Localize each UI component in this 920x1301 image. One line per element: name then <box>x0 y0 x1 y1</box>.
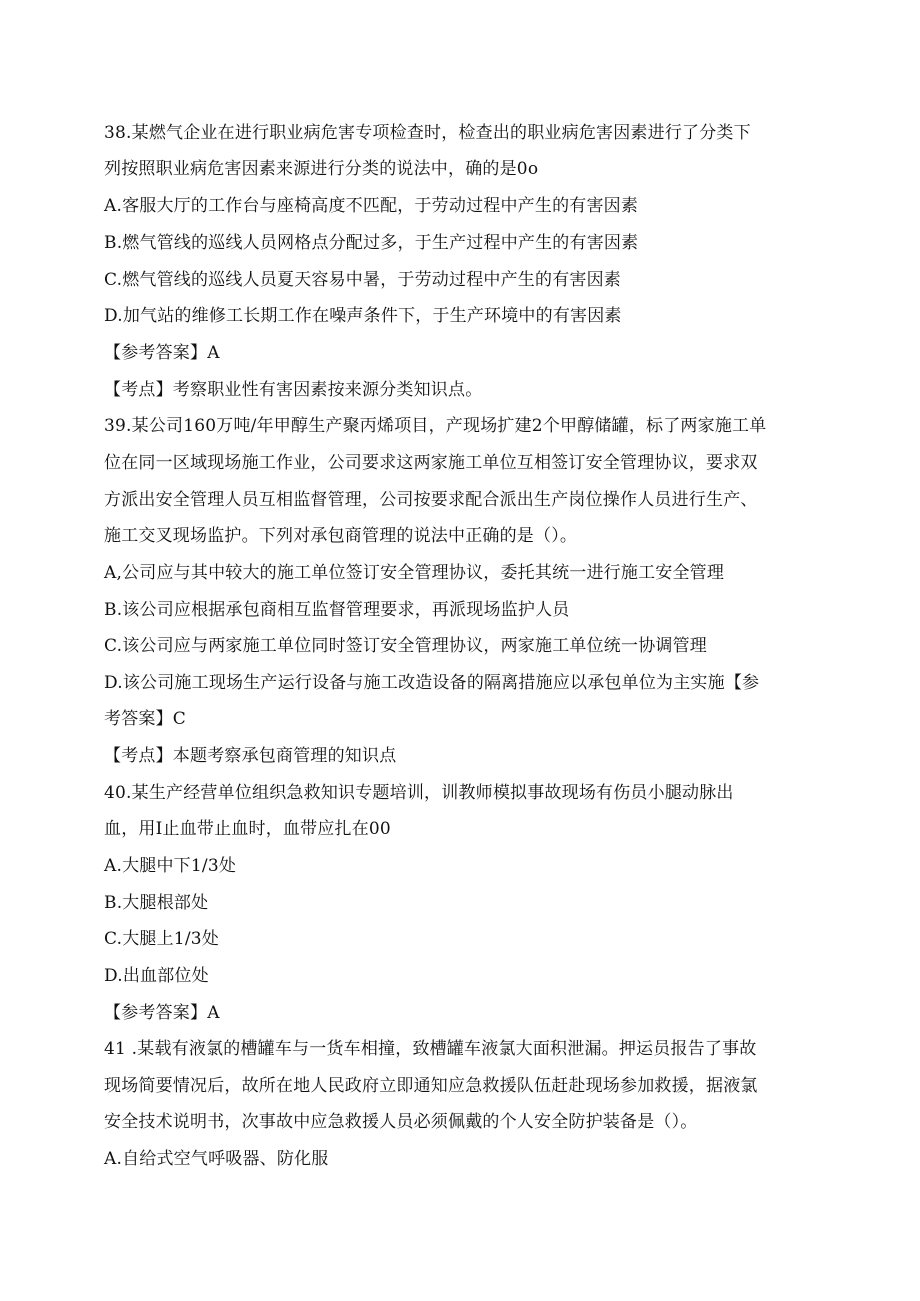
q41-stem-line-1: 41 .某载有液氯的槽罐车与一货车相撞，致槽罐车液氯大面积泄漏。押运员报告了事故 <box>104 1039 757 1059</box>
q39-key-point: 【考点】本题考察承包商管理的知识点 <box>104 746 397 766</box>
q38-option-b: B.燃气管线的巡线人员网格点分配过多，于生产过程中产生的有害因素 <box>104 233 639 253</box>
q39-answer: 考答案】C <box>104 709 187 729</box>
q39-option-c: C.该公司应与两家施工单位同时签订安全管理协议，两家施工单位统一协调管理 <box>104 636 708 656</box>
q40-option-d: D.出血部位处 <box>104 966 209 986</box>
q39-option-d: D.该公司施工现场生产运行设备与施工改造设备的隔离措施应以承包单位为主实施【参 <box>104 673 760 693</box>
q38-option-a: A.客服大厅的工作台与座椅高度不匹配，于劳动过程中产生的有害因素 <box>104 196 639 216</box>
q40-option-a: A.大腿中下1/3处 <box>104 856 237 876</box>
q40-option-c: C.大腿上1/3处 <box>104 929 219 949</box>
q39-stem-line-2: 位在同一区域现场施工作业，公司要求这两家施工单位互相签订安全管理协议，要求双 <box>104 453 758 473</box>
q38-key-point: 【考点】考察职业性有害因素按来源分类知识点。 <box>104 380 483 400</box>
q41-option-a: A.自给式空气呼吸器、防化服 <box>104 1149 329 1169</box>
q40-option-b: B.大腿根部处 <box>104 893 209 913</box>
q40-stem-line-1: 40.某生产经营单位组织急救知识专题培训，训教师模拟事故现场有伤员小腿动脉出 <box>104 783 734 803</box>
q38-stem-line-1: 38.某燃气企业在进行职业病危害专项检查时，检查出的职业病危害因素进行了分类下 <box>104 123 751 143</box>
q38-answer: 【参考答案】A <box>104 343 220 363</box>
q39-stem-line-4: 施工交叉现场监护。下列对承包商管理的说法中正确的是（）。 <box>104 526 578 546</box>
q39-stem-line-1: 39.某公司160万吨/年甲醇生产聚丙烯项目，产现场扩建2个甲醇储罐，标了两家施工单 <box>104 416 767 436</box>
q38-option-c: C.燃气管线的巡线人员夏天容易中暑，于劳动过程中产生的有害因素 <box>104 270 622 290</box>
q40-answer: 【参考答案】A <box>104 1003 220 1023</box>
q41-stem-line-2: 现场简要情况后，故所在地人民政府立即通知应急救援队伍赶赴现场参加救援，据液氯 <box>104 1076 758 1096</box>
q41-stem-line-3: 安全技术说明书，次事故中应急救援人员必须佩戴的个人安全防护装备是（）。 <box>104 1112 698 1132</box>
q38-option-d: D.加气站的维修工长期工作在噪声条件下，于生产环境中的有害因素 <box>104 306 622 326</box>
q39-option-a: A,公司应与其中较大的施工单位签订安全管理协议，委托其统一进行施工安全管理 <box>104 563 725 583</box>
q40-stem-line-2: 血，用I止血带止血时，血带应扎在00 <box>104 819 391 839</box>
q38-stem-line-2: 列按照职业病危害因素来源进行分类的说法中，确的是0o <box>104 159 539 179</box>
q39-stem-line-3: 方派出安全管理人员互相监督管理，公司按要求配合派出生产岗位操作人员进行生产、 <box>104 490 758 510</box>
q39-option-b: B.该公司应根据承包商相互监督管理要求，再派现场监护人员 <box>104 600 570 620</box>
